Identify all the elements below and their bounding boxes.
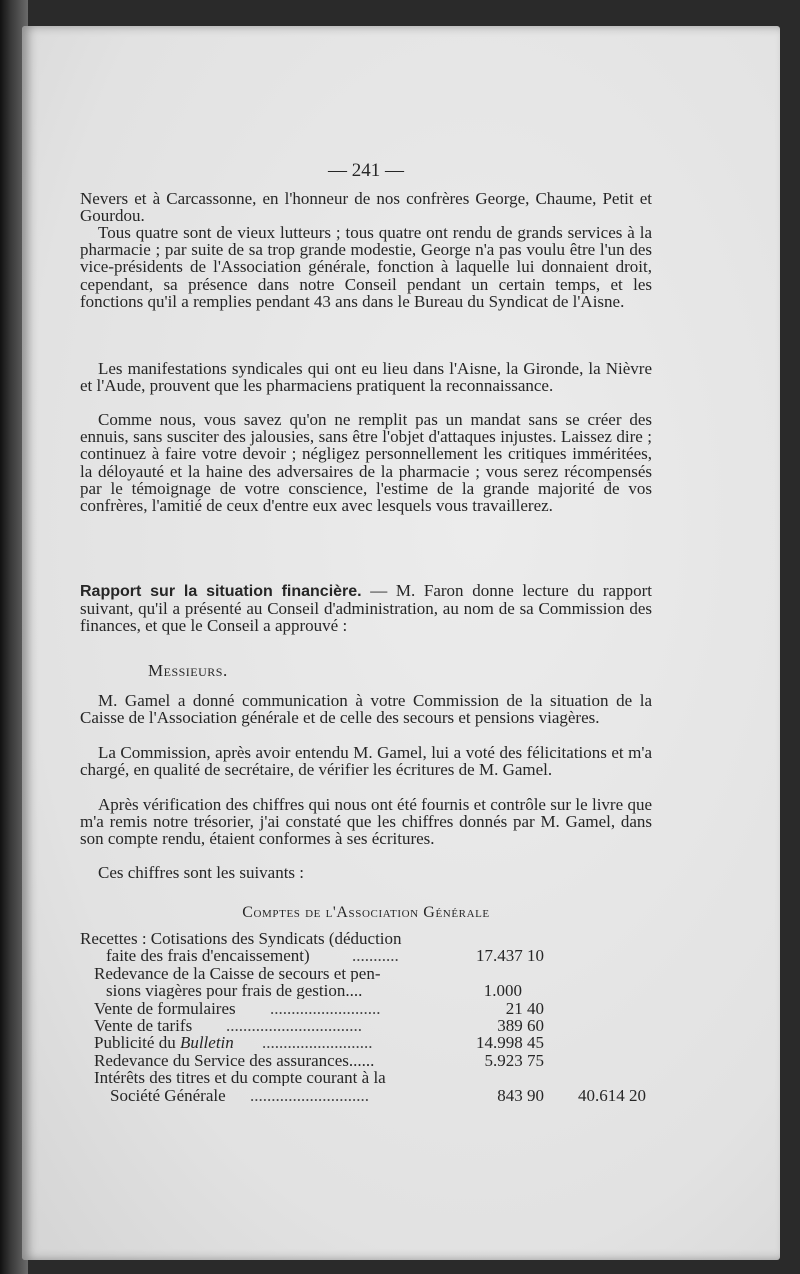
table-row bbox=[80, 947, 652, 964]
dot-leader: .......................... bbox=[270, 999, 381, 1017]
table-row bbox=[80, 1017, 652, 1034]
accounts-title: Comptes de l'Association Générale bbox=[242, 904, 490, 921]
row-amount: 843 90 bbox=[497, 1085, 544, 1105]
table-row bbox=[80, 1052, 652, 1069]
row-label: Intérêts des titres et du compte courant à la bbox=[94, 1069, 386, 1087]
table-row bbox=[80, 1087, 652, 1104]
report-intro-paragraph bbox=[80, 582, 652, 635]
bulletin-italic: Bulletin bbox=[179, 1034, 234, 1052]
table-row bbox=[80, 965, 652, 982]
page-number: — 241 — bbox=[328, 160, 404, 181]
book-page bbox=[22, 26, 780, 1260]
dot-leader: ................................ bbox=[226, 1016, 362, 1035]
paragraph-1: Nevers et à Carcassonne, en l'honneur de nos confrères George, Chaume, Petit et Gourdou. bbox=[80, 189, 652, 226]
table-row bbox=[80, 1069, 652, 1086]
row-total: 40.614 20 bbox=[578, 1085, 646, 1105]
row-label: Vente de tarifs bbox=[94, 1016, 193, 1035]
row-amount: 14.998 45 bbox=[476, 1033, 544, 1053]
table-row bbox=[80, 1000, 652, 1017]
row-label: Redevance du Service des assurances...... bbox=[94, 1051, 375, 1069]
row-amount: 5.923 75 bbox=[484, 1050, 544, 1070]
row-label: faite des frais d'encaissement) bbox=[106, 947, 310, 965]
paragraph-4: Comme nous, vous savez qu'on ne remplit pas un mandat sans se créer des ennuis, sans susciter des jalousies, sans être l'objet d'attaques injustes. Laissez dire ; continuez à faire votre devoir ; négligez personnellement les critiques imméritées, la déloyauté et la haine des adversaires de la pharmacie ; vous serez récompensés par le témoignage de votre conscience, l'estime de la grande majorité de vos confrères, l'amitié de ceux d'entre eux avec lesquels vous travaillerez. bbox=[80, 410, 652, 516]
row-label: sions viagères pour frais de gestion.... bbox=[106, 982, 363, 1000]
salutation: Messieurs. bbox=[148, 661, 228, 680]
row-amount: 17.437 10 bbox=[476, 946, 544, 966]
row-label: Redevance de la Caisse de secours et pen- bbox=[94, 964, 381, 982]
accounts-table bbox=[80, 930, 652, 1104]
dot-leader: ............................ bbox=[250, 1086, 369, 1104]
row-label: Société Générale bbox=[110, 1086, 226, 1104]
table-row bbox=[80, 930, 652, 947]
paragraph-3: Les manifestations syndicales qui ont eu lieu dans l'Aisne, la Gironde, la Nièvre et l'Aude, prouvent que les pharmaciens pratiquent la reconnaissance. bbox=[80, 359, 652, 396]
report-paragraph-1: M. Gamel a donné communication à votre Commission de la situation de la Caisse de l'Association générale et de celle des secours et pensions viagères. bbox=[80, 691, 652, 728]
row-label: Recettes : Cotisations des Syndicats (déduction bbox=[80, 930, 402, 948]
report-paragraph-2: La Commission, après avoir entendu M. Gamel, lui a voté des félicitations et m'a chargé, en qualité de secrétaire, de vérifier les écritures de M. Gamel. bbox=[80, 743, 652, 780]
row-label: Vente de formulaires bbox=[94, 999, 236, 1017]
dot-leader: ........... bbox=[352, 947, 399, 965]
table-row bbox=[80, 1034, 652, 1051]
paragraph-2: Tous quatre sont de vieux lutteurs ; tous quatre ont rendu de grands services à la pharmacie ; par suite de sa trop grande modestie, George n'a pas voulu être l'un des vice-présidents de l'Association générale, fonction à laquelle lui donnaient droit, cependant, sa présence dans notre Conseil pendant un certain temps, et les fonctions qu'il a remplies pendant 43 ans dans le Bureau du Syndicat de l'Aisne. bbox=[80, 223, 652, 311]
report-heading: Rapport sur la situation financière. bbox=[80, 583, 362, 600]
dot-leader: .......................... bbox=[262, 1034, 373, 1052]
row-amount: 21 40 bbox=[505, 998, 544, 1018]
row-label: Publicité du Bulletin bbox=[94, 1034, 234, 1052]
report-paragraph-4: Ces chiffres sont les suivants : bbox=[98, 863, 305, 882]
row-amount: 389 60 bbox=[497, 1015, 544, 1035]
report-paragraph-3: Après vérification des chiffres qui nous ont été fournis et contrôle sur le livre que m'a remis notre trésorier, j'ai constaté que les chiffres donnés par M. Gamel, dans son compte rendu, étaient conformes à ses écritures. bbox=[80, 795, 652, 849]
table-row bbox=[80, 982, 652, 999]
report-intro: — M. Faron donne lecture du rapport suivant, qu'il a présenté au Conseil d'administration, au nom de sa Commission des finances, et que le Conseil a approuvé : bbox=[80, 581, 652, 636]
row-amount: 1.000 bbox=[483, 981, 522, 1001]
